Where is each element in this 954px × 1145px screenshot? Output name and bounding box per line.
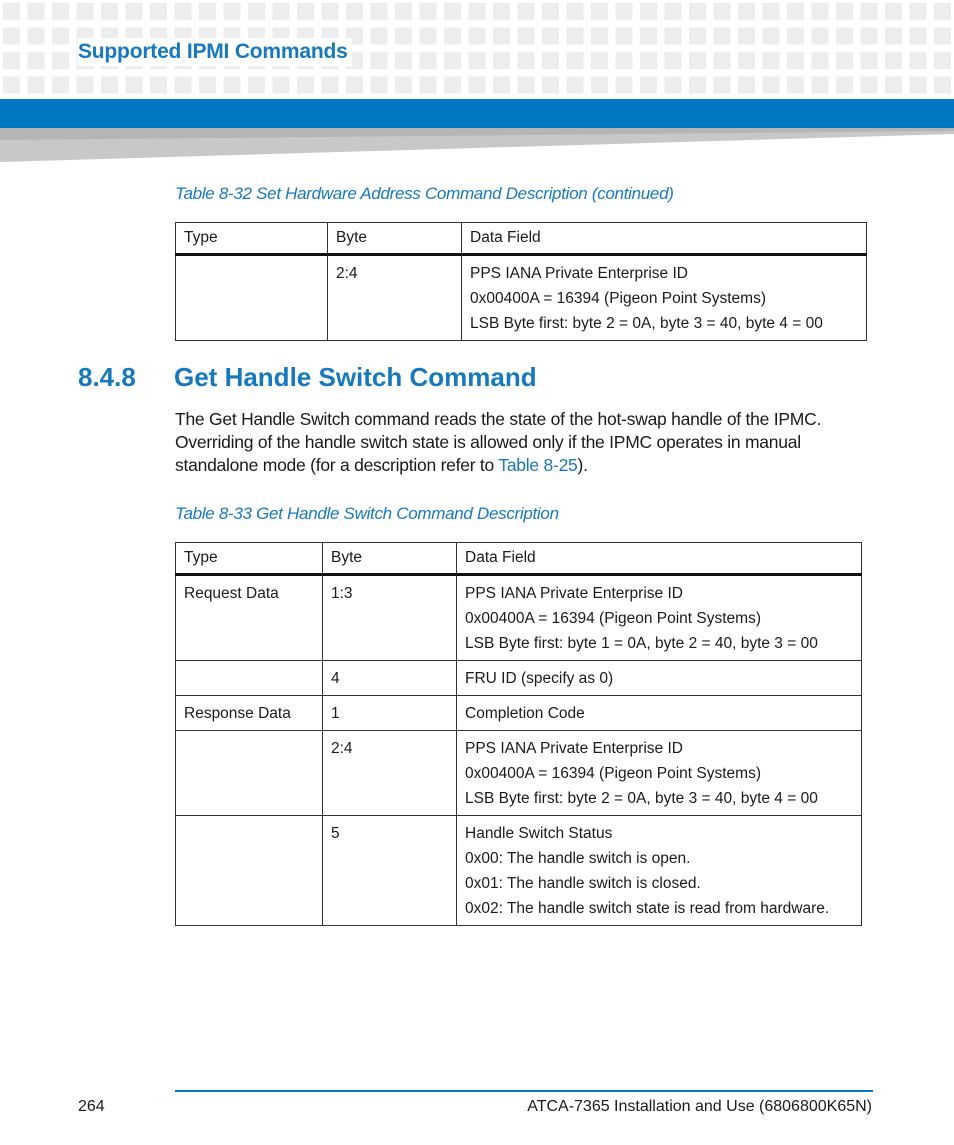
cell-byte: 2:4 xyxy=(323,731,457,816)
table-reference-link[interactable]: Table 8-25 xyxy=(498,455,578,475)
column-header-data-field: Data Field xyxy=(457,543,862,575)
cell-data-line: PPS IANA Private Enterprise ID xyxy=(465,585,683,602)
table-33 xyxy=(175,542,862,926)
cell-byte: 4 xyxy=(323,661,457,696)
cell-data xyxy=(457,731,862,816)
table-row xyxy=(176,731,862,816)
section-number: 8.4.8 xyxy=(78,362,136,392)
cell-data xyxy=(457,661,862,696)
paragraph-text: The Get Handle Switch command reads the state of the hot-swap handle of the IPMC. Overriding of the handle switch state is allowed only if the IPMC operates in manual standalone mode (for a description refer to xyxy=(175,409,822,475)
table-row xyxy=(176,696,862,731)
cell-data xyxy=(462,255,867,341)
cell-type xyxy=(176,255,328,341)
cell-data-line: 0x00400A = 16394 (Pigeon Point Systems) xyxy=(465,610,761,627)
column-header-data-field: Data Field xyxy=(462,223,867,255)
cell-byte: 1:3 xyxy=(323,575,457,661)
cell-data-line: PPS IANA Private Enterprise ID xyxy=(470,265,688,282)
cell-type xyxy=(176,731,323,816)
cell-data-line: LSB Byte first: byte 2 = 0A, byte 3 = 40, byte 4 = 00 xyxy=(465,790,818,807)
column-header-type: Type xyxy=(176,223,328,255)
table-header-row xyxy=(176,223,867,255)
table-row xyxy=(176,661,862,696)
header-title: Supported IPMI Commands xyxy=(78,38,352,66)
cell-data-line: 0x00400A = 16394 (Pigeon Point Systems) xyxy=(470,290,766,307)
cell-type xyxy=(176,661,323,696)
table-33-caption: Table 8-33 Get Handle Switch Command Description xyxy=(175,504,559,523)
cell-data xyxy=(457,816,862,926)
cell-type: Request Data xyxy=(176,575,323,661)
section-title: Get Handle Switch Command xyxy=(174,362,537,392)
table-row xyxy=(176,575,862,661)
cell-byte: 5 xyxy=(323,816,457,926)
cell-data-line: FRU ID (specify as 0) xyxy=(465,670,614,687)
cell-data-line: Completion Code xyxy=(465,705,585,722)
header-gray-wedge xyxy=(0,128,954,164)
cell-data-line: 0x00: The handle switch is open. xyxy=(465,850,691,867)
cell-type: Response Data xyxy=(176,696,323,731)
cell-data xyxy=(457,575,862,661)
cell-data-line: Handle Switch Status xyxy=(465,825,613,842)
cell-data-line: LSB Byte first: byte 1 = 0A, byte 2 = 40, byte 3 = 00 xyxy=(465,635,818,652)
cell-byte: 1 xyxy=(323,696,457,731)
header-blue-bar xyxy=(0,99,954,128)
column-header-type: Type xyxy=(176,543,323,575)
cell-data-line: LSB Byte first: byte 2 = 0A, byte 3 = 40, byte 4 = 00 xyxy=(470,315,823,332)
paragraph-text-end: ). xyxy=(577,455,588,475)
table-32-caption: Table 8-32 Set Hardware Address Command Description (continued) xyxy=(175,184,674,203)
table-row xyxy=(176,816,862,926)
cell-data-line: PPS IANA Private Enterprise ID xyxy=(465,740,683,757)
footer-page-number: 264 xyxy=(78,1098,105,1115)
footer-rule xyxy=(175,1090,873,1092)
cell-type xyxy=(176,816,323,926)
cell-byte: 2:4 xyxy=(328,255,462,341)
cell-data-line: 0x01: The handle switch is closed. xyxy=(465,875,701,892)
column-header-byte: Byte xyxy=(323,543,457,575)
cell-data xyxy=(457,696,862,731)
table-row xyxy=(176,255,867,341)
table-32 xyxy=(175,222,867,341)
column-header-byte: Byte xyxy=(328,223,462,255)
footer-document-title: ATCA-7365 Installation and Use (6806800K65N) xyxy=(527,1098,872,1115)
section-heading xyxy=(78,362,537,393)
table-header-row xyxy=(176,543,862,575)
body-paragraph xyxy=(175,408,880,477)
cell-data-line: 0x02: The handle switch state is read from hardware. xyxy=(465,900,830,917)
cell-data-line: 0x00400A = 16394 (Pigeon Point Systems) xyxy=(465,765,761,782)
